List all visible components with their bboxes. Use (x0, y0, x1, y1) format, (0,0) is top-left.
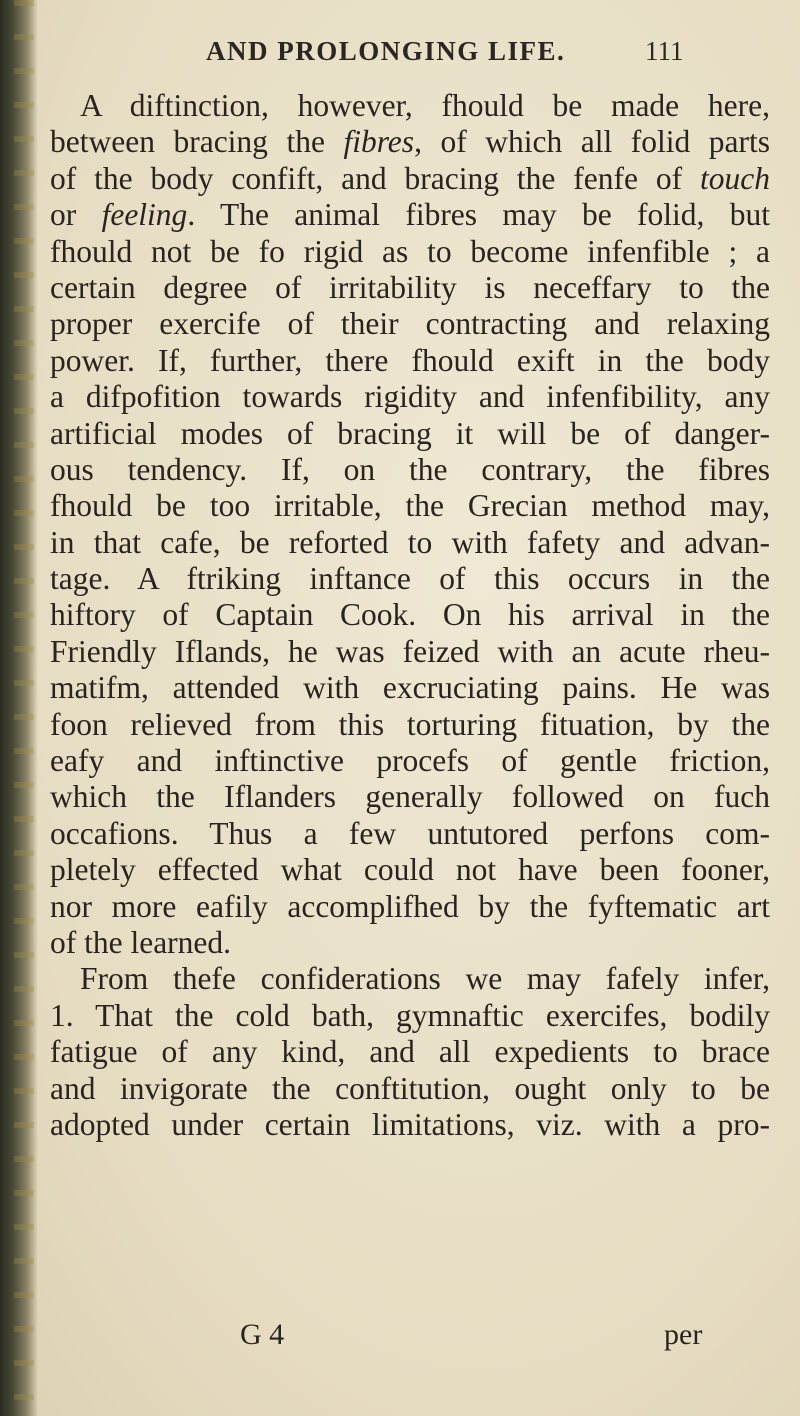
page-header (0, 32, 800, 72)
text-run: , of which all folid parts (414, 124, 770, 160)
text-run: power. If, further, there fhould exift in the body (50, 342, 770, 378)
text-run: foon relieved from this torturing fituation, by the (50, 706, 770, 742)
text-run: adopted under certain limitations, viz. with a pro- (50, 1106, 770, 1142)
text-line (50, 998, 770, 1034)
text-run: ous tendency. If, on the contrary, the fibres (50, 451, 770, 487)
text-run: or (50, 197, 102, 233)
text-run: . The animal fibres may be folid, but (187, 197, 770, 233)
text-line (50, 1071, 770, 1107)
text-run: of the learned. (50, 924, 232, 960)
text-run: A diftinction, however, fhould be made here, (80, 88, 770, 123)
text-run: between bracing the (50, 124, 344, 160)
text-run: fhould not be fo rigid as to become infenfible ; a (50, 233, 770, 269)
text-line (50, 1107, 770, 1143)
text-line (50, 124, 770, 160)
text-line (50, 961, 770, 997)
text-line (50, 270, 770, 306)
text-line (50, 161, 770, 197)
text-run: artificial modes of bracing it will be of danger- (50, 415, 770, 451)
text-line (50, 707, 770, 743)
text-run: eafy and inftinctive procefs of gentle friction, (50, 743, 770, 779)
text-line (50, 379, 770, 415)
text-run: From thefe confiderations we may fafely infer, (80, 961, 770, 997)
text-run: and invigorate the conftitution, ought only to be (50, 1070, 770, 1106)
text-line (50, 561, 770, 597)
running-head: AND PROLONGING LIFE. (206, 36, 566, 66)
text-line (50, 343, 770, 379)
text-run: 1. That the cold bath, gymnaftic exercifes, bodily (50, 997, 770, 1033)
text-run: proper exercife of their contracting and relaxing (50, 306, 770, 342)
text-line (50, 488, 770, 524)
text-line (50, 306, 770, 342)
text-run: in that cafe, be reforted to with fafety and advan- (50, 524, 770, 560)
text-line (50, 634, 770, 670)
text-run: tage. A ftriking inftance of this occurs in the (50, 561, 770, 597)
text-line (50, 1034, 770, 1070)
text-line (50, 197, 770, 233)
text-run: fatigue of any kind, and all expedients to brace (50, 1034, 770, 1070)
page-footer (0, 1318, 800, 1358)
text-line (50, 779, 770, 815)
spine-binding-marks (14, 0, 34, 1416)
italic-word: feeling (101, 197, 188, 233)
text-line (50, 525, 770, 561)
text-run: matifm, attended with excruciating pains. He was (50, 670, 770, 706)
text-line (50, 452, 770, 488)
text-run: of the body confift, and bracing the fenfe of (50, 160, 701, 196)
catchword: per (664, 1318, 703, 1351)
text-line (50, 889, 770, 925)
text-line (50, 852, 770, 888)
text-line (50, 597, 770, 633)
text-run: which the Iflanders generally followed on fuch (50, 779, 770, 815)
text-run: hiftory of Captain Cook. On his arrival in the (50, 597, 770, 633)
signature-mark: G 4 (240, 1318, 285, 1351)
body-text (50, 88, 770, 1143)
text-line (50, 925, 770, 961)
text-run: certain degree of irritability is neceffary to the (50, 269, 770, 305)
text-run: fhould be too irritable, the Grecian method may, (50, 488, 770, 524)
text-run: Friendly Iflands, he was feized with an acute rheu- (50, 633, 770, 669)
text-line (50, 816, 770, 852)
text-line (50, 234, 770, 270)
text-line (50, 88, 770, 124)
text-line (50, 416, 770, 452)
text-run: nor more eafily accomplifhed by the fyftematic art (50, 888, 770, 924)
italic-word: fibres (343, 124, 415, 160)
text-run: pletely effected what could not have been fooner, (50, 852, 770, 888)
text-line (50, 670, 770, 706)
text-run: occafions. Thus a few untutored perfons com- (50, 815, 770, 851)
italic-word: touch (700, 160, 770, 196)
text-run: a difpofition towards rigidity and infenfibility, any (50, 379, 770, 415)
page-number: 111 (645, 36, 684, 66)
text-line (50, 743, 770, 779)
